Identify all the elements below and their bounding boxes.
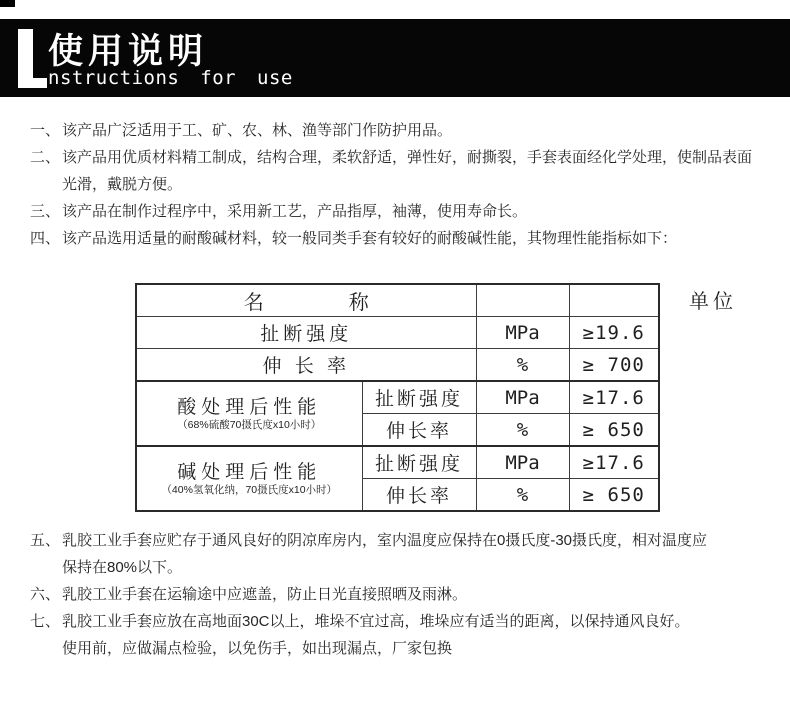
table-header-empty-cell: [476, 284, 569, 317]
notes-bottom-list: [0, 527, 790, 662]
unit-column-label: 单位: [689, 291, 737, 313]
note-number: 一、: [30, 122, 61, 139]
group-name: 碱处理后性能: [177, 462, 322, 483]
sub-property-name-cell: 扯断强度: [362, 446, 476, 479]
value-cell: ≥17.6: [569, 381, 659, 414]
note-number: 三、: [30, 203, 61, 220]
group-label-cell: [136, 381, 362, 446]
sub-property-name-cell: 伸长率: [362, 414, 476, 447]
note-line: 乳胶工业手套应贮存于通风良好的阴凉库房内，室内温度应保持在0摄氏度-30摄氏度，相对温度应: [62, 532, 708, 549]
note-item-2: [0, 144, 790, 198]
value-cell: ≥17.6: [569, 446, 659, 479]
note-item-7: [0, 608, 790, 662]
table-header-empty-cell: [569, 284, 659, 317]
page-subtitle: nstructions for use: [48, 67, 293, 89]
header-banner: [0, 19, 790, 97]
note-line: 保持在80%以下。: [62, 559, 183, 576]
note-line: 乳胶工业手套应放在高地面30C以上，堆垛不宜过高，堆垛应有适当的距离，以保持通风良好。: [62, 613, 690, 630]
sub-property-name-cell: 伸长率: [362, 479, 476, 512]
note-number: 四、: [30, 230, 61, 247]
header-name-left: 名: [243, 292, 264, 314]
value-cell: ≥ 650: [569, 414, 659, 447]
note-line: 乳胶工业手套在运输途中应遮盖，防止日光直接照晒及雨淋。: [62, 586, 468, 603]
notes-top-list: [0, 117, 790, 252]
note-number: 六、: [30, 586, 61, 603]
unit-cell: %: [476, 414, 569, 447]
table-header-name-cell: [136, 284, 476, 317]
group-condition: （40%氢氧化纳，70摄氏度x10小时）: [161, 484, 338, 496]
page-title: 使用说明: [48, 32, 209, 71]
note-line: 该产品选用适量的耐酸碱材料，较一般同类手套有较好的耐酸碱性能，其物理性能指标如下：: [62, 230, 678, 247]
note-line: 该产品在制作过程序中，采用新工艺，产品指厚，袖薄，使用寿命长。: [62, 203, 528, 220]
note-number: 七、: [30, 613, 61, 630]
note-item-3: [0, 198, 790, 225]
value-cell: ≥ 700: [569, 349, 659, 382]
unit-cell: %: [476, 479, 569, 512]
unit-cell: %: [476, 349, 569, 382]
group-label-cell: [136, 446, 362, 511]
scan-corner-mark: [0, 0, 15, 7]
dropcap-letter-foot: [18, 78, 47, 88]
unit-cell: MPa: [476, 381, 569, 414]
note-number: 二、: [30, 149, 61, 166]
note-item-6: [0, 581, 790, 608]
table-row: [136, 317, 659, 349]
value-cell: ≥19.6: [569, 317, 659, 349]
table-row: [136, 446, 659, 479]
value-cell: ≥ 650: [569, 479, 659, 512]
note-item-5: [0, 527, 790, 581]
properties-table: [135, 283, 660, 512]
header-name-right: 称: [348, 292, 369, 314]
note-line: 光滑，戴脱方便。: [62, 176, 183, 193]
table-header-row: [136, 284, 659, 317]
property-name-cell: 扯断强度: [136, 317, 476, 349]
note-item-1: [0, 117, 790, 144]
note-line: 该产品广泛适用于工、矿、农、林、渔等部门作防护用品。: [62, 122, 453, 139]
group-name: 酸处理后性能: [177, 397, 322, 418]
note-item-4: [0, 225, 790, 252]
property-name-cell: 伸 长 率: [136, 349, 476, 382]
note-number: 五、: [30, 532, 61, 549]
table-row: [136, 349, 659, 382]
table-row: [136, 381, 659, 414]
note-line: 使用前，应做漏点检验，以免伤手，如出现漏点，厂家包换: [62, 640, 453, 657]
note-line: 该产品用优质材料精工制成，结构合理，柔软舒适，弹性好，耐撕裂，手套表面经化学处理，使制品表面: [62, 149, 753, 166]
unit-cell: MPa: [476, 446, 569, 479]
unit-cell: MPa: [476, 317, 569, 349]
sub-property-name-cell: 扯断强度: [362, 381, 476, 414]
group-condition: （68%硫酸70摄氏度x10小时）: [177, 419, 322, 431]
